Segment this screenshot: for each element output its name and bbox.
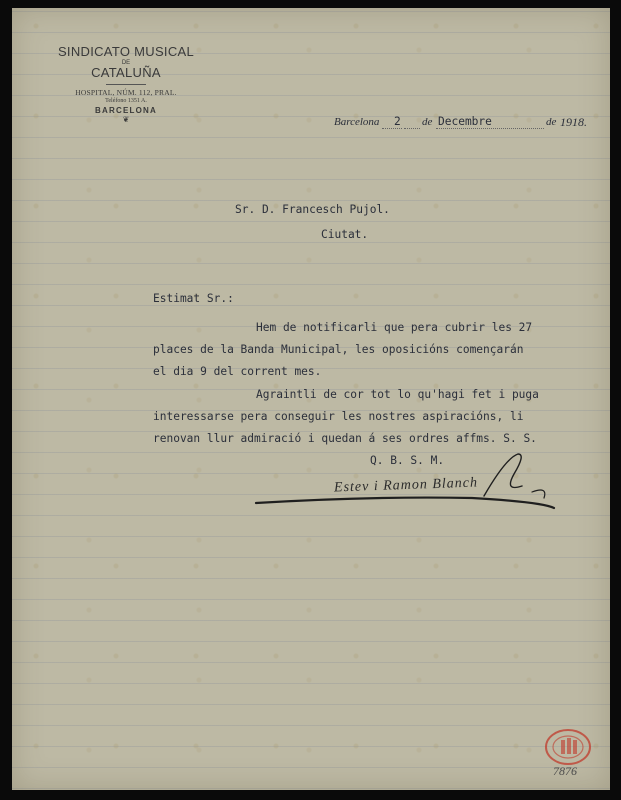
archive-number: 7876: [553, 764, 577, 778]
date-day: 2: [394, 115, 401, 128]
date-month: Decembre: [438, 115, 492, 128]
letter-paper: [12, 8, 610, 790]
letterhead-phone: Teléfono 1351 A.: [105, 98, 147, 104]
date-place: Barcelona: [334, 116, 380, 128]
signature-flourish: [252, 452, 562, 512]
paragraph1-line3: el dia 9 del corrent mes.: [153, 365, 322, 378]
letterhead-name-line2: CATALUÑA: [91, 65, 161, 80]
letterhead-city: BARCELONA: [95, 106, 157, 115]
archive-stamp-icon: [543, 726, 593, 768]
letterhead-address: HOSPITAL, NÚM. 112, PRAL.: [75, 88, 177, 97]
date-dots-1: [382, 128, 402, 129]
paragraph1-line1: Hem de notificarli que pera cubrir les 27: [256, 321, 533, 334]
signature-text: Estev i Ramon Blanch: [333, 475, 479, 496]
salutation: Estimat Sr.:: [153, 292, 234, 305]
letterhead-ornament: ❦: [122, 115, 130, 124]
paragraph1-line2: places de la Banda Municipal, les oposicións començarán: [153, 343, 524, 356]
recipient-city: Ciutat.: [321, 228, 369, 241]
date-dots-2: [404, 128, 420, 129]
date-de-1: de: [422, 116, 433, 128]
date-year: 1918.: [560, 115, 587, 129]
letterhead-name-line1: SINDICATO MUSICAL: [57, 44, 195, 59]
date-dots-3: [436, 128, 544, 129]
recipient-name: Sr. D. Francesch Pujol.: [235, 203, 390, 216]
closing: Q. B. S. M.: [370, 454, 445, 467]
paragraph2-line2: interessarse pera conseguir les nostres aspiracións, li: [153, 410, 524, 423]
date-de-2: de: [546, 116, 557, 128]
paragraph2-line3: renovan llur admiració i quedan á ses ordres affms. S. S.: [153, 432, 537, 445]
date-line: [334, 116, 596, 132]
letterhead-de: DE: [121, 60, 131, 66]
letterhead: [40, 44, 212, 124]
letterhead-rule: [106, 84, 146, 85]
paragraph2-line1: Agraintli de cor tot lo qu'hagi fet i puga: [256, 388, 539, 401]
